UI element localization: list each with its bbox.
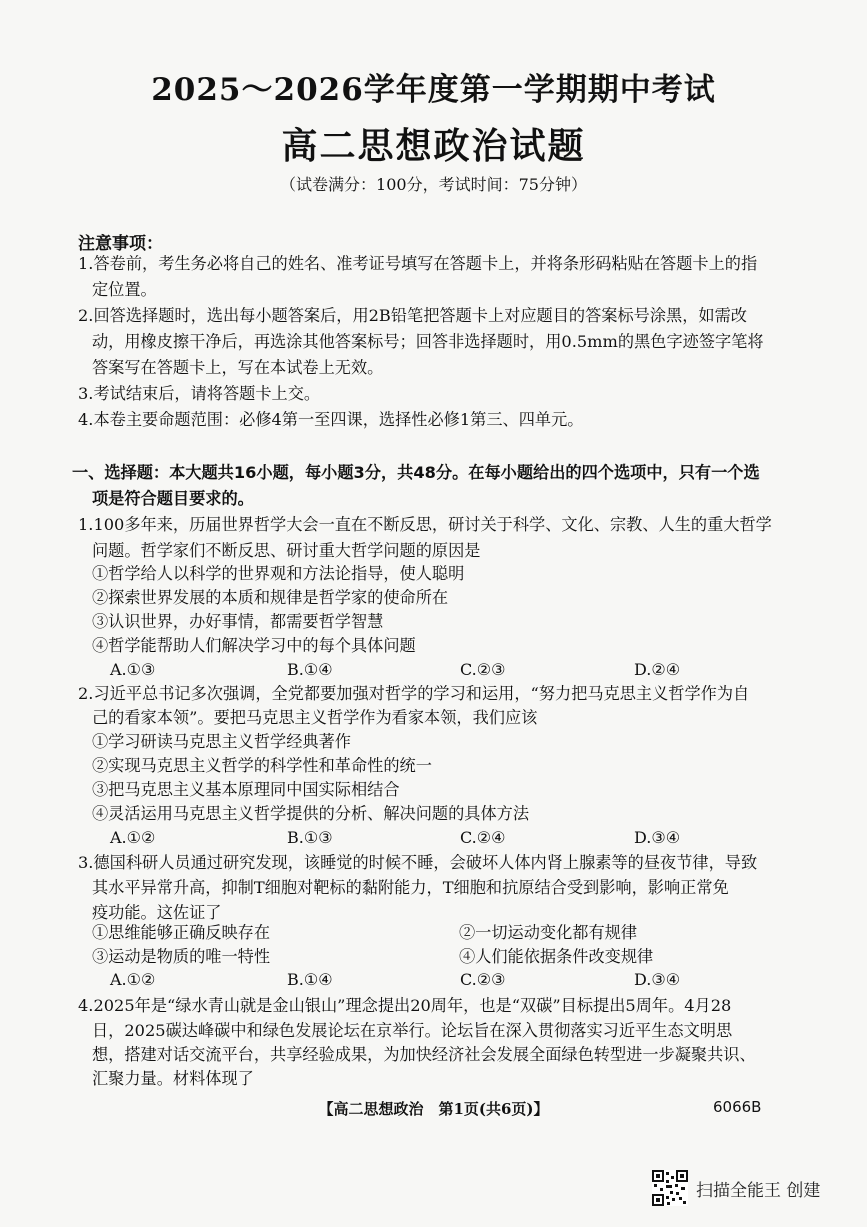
- exam-title: 2025～2026学年度第一学期期中考试: [151, 72, 716, 108]
- qr-code-icon: [652, 1170, 688, 1206]
- question-item: ④哲学能帮助人们解决学习中的每个具体问题: [92, 636, 416, 655]
- option-a: A.①②: [110, 828, 156, 847]
- question-item: ①思维能够正确反映存在: [92, 923, 271, 942]
- notes-line: 1.答卷前，考生务必将自己的姓名、准考证号填写在答题卡上，并将条形码粘贴在答题卡上的指: [78, 254, 758, 273]
- option-a: A.①②: [110, 970, 156, 989]
- option-c: C.②③: [460, 970, 506, 989]
- question-item: ④人们能依据条件改变规律: [459, 947, 654, 966]
- question-stem: 3.德国科研人员通过研究发现，该睡觉的时候不睡，会破坏人体内肾上腺素等的昼夜节律，导致: [78, 853, 758, 872]
- scanner-brand: 扫描全能王 创建: [696, 1181, 821, 1201]
- subject-title: 高二思想政治试题: [281, 125, 586, 167]
- question-item: ④灵活运用马克思主义哲学提供的分析、解决问题的具体方法: [92, 804, 530, 823]
- paper-code: 6066B: [713, 1098, 762, 1116]
- question-stem: 己的看家本领”。要把马克思主义哲学作为看家本领，我们应该: [92, 708, 538, 727]
- notes-line: 2.回答选择题时，选出每小题答案后，用2B铅笔把答题卡上对应题目的答案标号涂黑，如需改: [78, 306, 747, 325]
- exam-info: （试卷满分：100分，考试时间：75分钟）: [280, 175, 587, 194]
- question-stem: 2.习近平总书记多次强调，全党都要加强对哲学的学习和运用，“努力把马克思主义哲学作为自: [78, 684, 750, 703]
- notes-line: 定位置。: [92, 280, 157, 299]
- question-stem: 1.100多年来，历届世界哲学大会一直在不断反思，研讨关于科学、文化、宗教、人生的重大哲学: [78, 515, 772, 534]
- option-c: C.②④: [460, 828, 506, 847]
- notes-line: 答案写在答题卡上，写在本试卷上无效。: [92, 358, 384, 377]
- notes-heading: 注意事项：: [78, 234, 163, 254]
- option-d: D.③④: [634, 970, 681, 989]
- question-stem: 问题。哲学家们不断反思、研讨重大哲学问题的原因是: [92, 541, 481, 560]
- option-d: D.③④: [634, 828, 681, 847]
- question-item: ③把马克思主义基本原理同中国实际相结合: [92, 780, 400, 799]
- option-b: B.①③: [287, 828, 333, 847]
- notes-line: 动，用橡皮擦干净后，再选涂其他答案标号；回答非选择题时，用0.5mm的黑色字迹签字笔将: [92, 332, 764, 351]
- question-stem: 日，2025碳达峰碳中和绿色发展论坛在京举行。论坛旨在深入贯彻落实习近平生态文明思: [92, 1021, 733, 1040]
- option-b: B.①④: [287, 970, 333, 989]
- question-stem: 汇聚力量。材料体现了: [92, 1069, 254, 1088]
- notes-line: 3.考试结束后，请将答题卡上交。: [78, 384, 321, 403]
- option-c: C.②③: [460, 660, 506, 679]
- notes-line: 4.本卷主要命题范围：必修4第一至四课，选择性必修1第三、四单元。: [78, 410, 584, 429]
- option-a: A.①③: [110, 660, 156, 679]
- question-item: ②实现马克思主义哲学的科学性和革命性的统一: [92, 756, 432, 775]
- question-item: ②探索世界发展的本质和规律是哲学家的使命所在: [92, 588, 449, 607]
- option-d: D.②④: [634, 660, 681, 679]
- question-item: ②一切运动变化都有规律: [459, 923, 638, 942]
- option-b: B.①④: [287, 660, 333, 679]
- section-heading: 一、选择题：本大题共16小题，每小题3分，共48分。在每小题给出的四个选项中，只有一个选: [72, 463, 760, 482]
- question-item: ③运动是物质的唯一特性: [92, 947, 271, 966]
- page-footer: 【高二思想政治 第1页(共6页)】: [318, 1100, 549, 1118]
- question-stem: 4.2025年是“绿水青山就是金山银山”理念提出20周年，也是“双碳”目标提出5周年。4月28: [78, 996, 732, 1015]
- question-item: ③认识世界，办好事情，都需要哲学智慧: [92, 612, 384, 631]
- question-item: ①学习研读马克思主义哲学经典著作: [92, 732, 351, 751]
- section-heading: 项是符合题目要求的。: [92, 489, 254, 508]
- question-stem: 其水平异常升高，抑制T细胞对靶标的黏附能力，T细胞和抗原结合受到影响，影响正常免: [92, 878, 729, 897]
- question-item: ①哲学给人以科学的世界观和方法论指导，使人聪明: [92, 564, 465, 583]
- question-stem: 想，搭建对话交流平台，共享经验成果，为加快经济社会发展全面绿色转型进一步凝聚共识、: [92, 1045, 756, 1064]
- question-stem: 疫功能。这佐证了: [92, 903, 222, 922]
